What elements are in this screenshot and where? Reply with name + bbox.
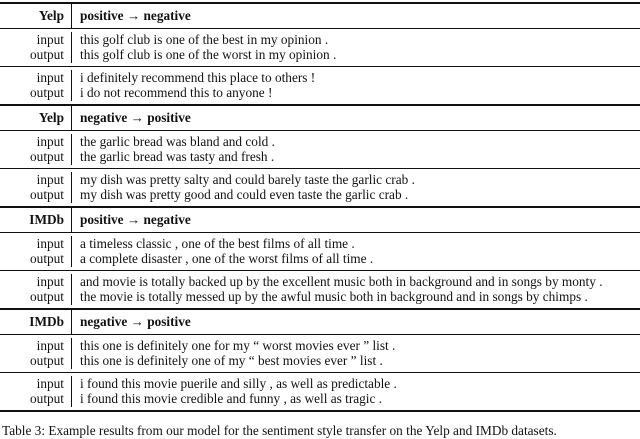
row-text: a complete disaster , one of the worst films of all time .	[80, 251, 374, 267]
example-pair	[0, 131, 640, 169]
example-pair	[0, 29, 640, 67]
row-text: this one is definitely one for my “ worst movies ever ” list .	[80, 337, 396, 353]
section-2	[0, 208, 640, 310]
example-pair	[0, 67, 640, 104]
row-text: i definitely recommend this place to others !	[80, 69, 316, 85]
row-text: a timeless classic , one of the best films of all time .	[80, 235, 355, 251]
row-text: and movie is totally backed up by the excellent music both in background and in songs by monty .	[80, 273, 603, 289]
table-row	[0, 376, 640, 392]
row-label: output	[0, 252, 72, 268]
row-text: my dish was pretty salty and could barely taste the garlic crab .	[80, 171, 415, 187]
row-label: output	[0, 48, 72, 64]
row-label: output	[0, 392, 72, 408]
row-text: positive → negative	[80, 8, 191, 23]
row-text: this golf club is one of the best in my opinion .	[80, 31, 329, 47]
table-row	[0, 236, 640, 252]
table-row	[0, 70, 640, 86]
row-label: input	[0, 172, 72, 188]
table-row	[0, 48, 640, 64]
row-label: output	[0, 188, 72, 204]
row-text: i do not recommend this to anyone !	[80, 85, 273, 101]
section-0	[0, 4, 640, 106]
example-pair	[0, 335, 640, 373]
table-row	[0, 354, 640, 370]
example-pair	[0, 169, 640, 206]
section-header	[0, 310, 640, 335]
row-text: this one is definitely one of my “ best movies ever ” list .	[80, 353, 383, 369]
table-caption: Table 3: Example results from our model for the sentiment style transfer on the Yelp and IMDb datasets.	[2, 423, 557, 438]
row-text: negative → positive	[80, 314, 191, 329]
table-row	[0, 172, 640, 188]
row-label: input	[0, 70, 72, 86]
table-row	[0, 392, 640, 408]
example-pair	[0, 373, 640, 410]
table-row	[0, 338, 640, 354]
row-text: positive → negative	[80, 212, 191, 227]
section-header	[0, 106, 640, 131]
example-pair	[0, 233, 640, 271]
row-text: my dish was pretty good and could even taste the garlic crab .	[80, 187, 409, 203]
row-label: Yelp	[0, 106, 72, 130]
row-label: input	[0, 376, 72, 392]
section-header	[0, 4, 640, 29]
row-text: i found this movie puerile and silly , as well as predictable .	[80, 375, 397, 391]
example-pair	[0, 271, 640, 308]
row-label: output	[0, 354, 72, 370]
row-label: IMDb	[0, 208, 72, 232]
row-text: i found this movie credible and funny , as well as tragic .	[80, 391, 383, 407]
row-text: the movie is totally messed up by the awful music both in background and in songs by chimps .	[80, 289, 588, 305]
section-3	[0, 310, 640, 412]
row-text: this golf club is one of the worst in my opinion .	[80, 47, 337, 63]
table-row	[0, 134, 640, 150]
row-label: output	[0, 290, 72, 306]
table-row	[0, 150, 640, 166]
row-label: output	[0, 86, 72, 102]
row-text: the garlic bread was tasty and fresh .	[80, 149, 275, 165]
row-label: input	[0, 274, 72, 290]
row-text: the garlic bread was bland and cold .	[80, 133, 275, 149]
row-label: input	[0, 32, 72, 48]
section-1	[0, 106, 640, 208]
table-row	[0, 188, 640, 204]
row-label: input	[0, 134, 72, 150]
section-header	[0, 208, 640, 233]
row-label: Yelp	[0, 4, 72, 28]
table-row	[0, 32, 640, 48]
table-row	[0, 86, 640, 102]
row-label: IMDb	[0, 310, 72, 334]
table-row	[0, 290, 640, 306]
row-label: input	[0, 236, 72, 252]
row-label: output	[0, 150, 72, 166]
table-row	[0, 252, 640, 268]
table-row	[0, 274, 640, 290]
results-table	[0, 2, 640, 412]
row-text: negative → positive	[80, 110, 191, 125]
row-label: input	[0, 338, 72, 354]
